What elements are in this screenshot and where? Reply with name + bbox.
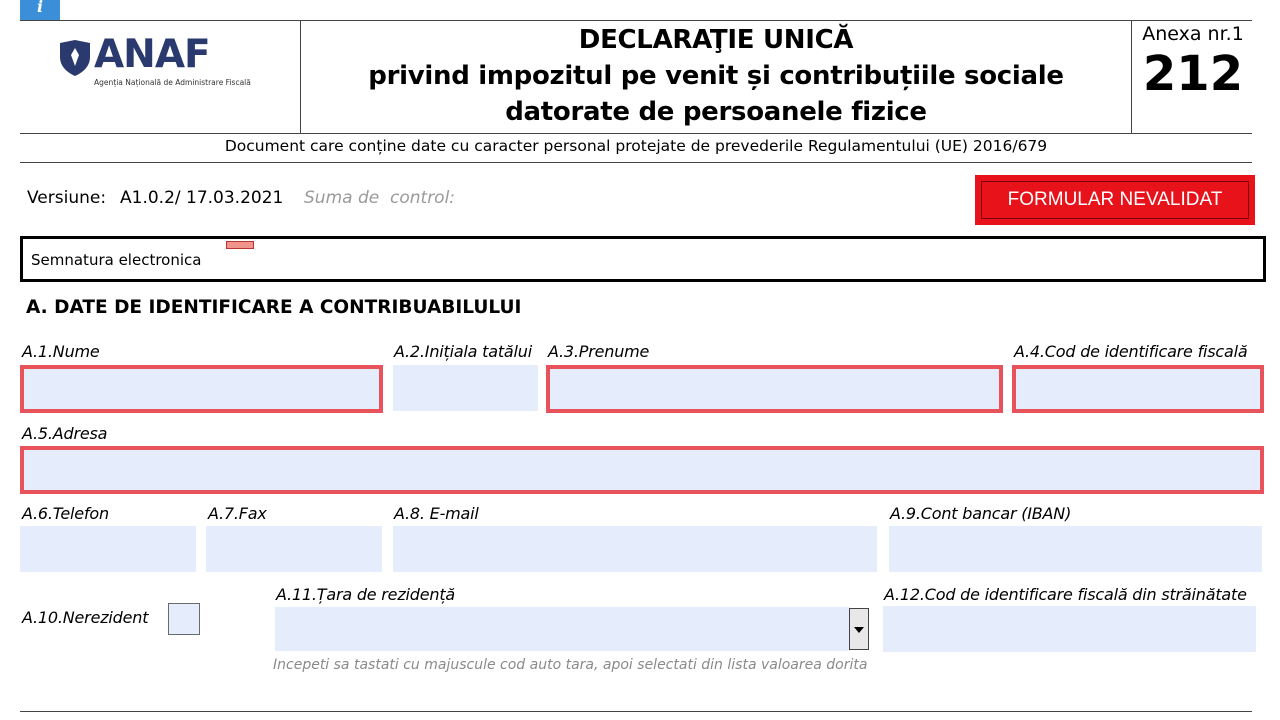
logo-subtitle: Agenția Națională de Administrare Fiscală (94, 78, 251, 87)
subtitle-bottom-border (20, 162, 1252, 163)
section-a-title: A. DATE DE IDENTIFICARE A CONTRIBUABILULUI (26, 297, 522, 318)
title-line-1: DECLARAŢIE UNICĂ (578, 25, 854, 55)
version-value: A1.0.2/ 17.03.2021 (120, 188, 284, 208)
label-nume: A.1.Nume (22, 342, 100, 361)
form-number: 212 (1142, 46, 1244, 102)
fax-input[interactable] (206, 526, 382, 572)
tara-combobox[interactable] (275, 607, 850, 651)
title-line-2: privind impozitul pe venit și contribuțiile sociale (368, 61, 1064, 91)
version-label: Versiune: (27, 188, 107, 208)
gdpr-notice: Document care conține date cu caracter personal protejate de prevederile Regulamentului (UE) 2016/679 (224, 137, 1048, 155)
prenume-input[interactable] (546, 365, 1003, 413)
label-nerezident: A.10.Nerezident (22, 608, 149, 627)
label-fax: A.7.Fax (208, 504, 267, 523)
cif-input[interactable] (1012, 365, 1264, 413)
anaf-logo (58, 32, 258, 90)
label-email: A.8. E-mail (394, 504, 479, 523)
tara-dropdown-button[interactable] (849, 608, 869, 650)
adresa-input[interactable] (20, 446, 1264, 494)
label-iban: A.9.Cont bancar (IBAN) (890, 504, 1072, 523)
telefon-input[interactable] (20, 526, 196, 572)
header-bottom-border (20, 133, 1252, 134)
nume-input[interactable] (20, 365, 383, 413)
label-tara: A.11.Țara de rezidență (276, 585, 455, 604)
initiala-input[interactable] (393, 365, 538, 411)
validation-status-button[interactable] (975, 175, 1255, 225)
section-bottom-border (20, 711, 1252, 712)
signature-flag-icon (226, 241, 254, 249)
info-tab[interactable] (20, 0, 60, 20)
label-telefon: A.6.Telefon (22, 504, 109, 523)
cif-strainatate-input[interactable] (883, 606, 1256, 652)
shield-icon (58, 40, 92, 76)
electronic-signature-field[interactable] (20, 236, 1266, 282)
email-input[interactable] (393, 526, 877, 572)
iban-input[interactable] (889, 526, 1262, 572)
header-divider-right (1131, 20, 1132, 134)
tara-hint: Incepeti sa tastati cu majuscule cod auto tara, apoi selectati din lista valoarea dorita (273, 657, 868, 673)
checksum-label: Suma de control: (304, 188, 456, 208)
label-cif-strainatate: A.12.Cod de identificare fiscală din străinătate (884, 585, 1247, 604)
label-cif: A.4.Cod de identificare fiscală (1014, 342, 1248, 361)
nerezident-checkbox[interactable] (168, 603, 200, 635)
chevron-down-icon (854, 627, 864, 633)
logo-text: ANAF (94, 32, 210, 77)
anexa-label: Anexa nr.1 (1142, 23, 1244, 45)
header-top-border (20, 20, 1252, 21)
signature-label: Semnatura electronica (31, 251, 202, 269)
label-initiala: A.2.Inițiala tatălui (394, 342, 532, 361)
title-line-3: datorate de persoanele fizice (505, 97, 927, 127)
info-icon: i (36, 0, 44, 16)
validation-status-label: FORMULAR NEVALIDAT (981, 181, 1249, 219)
label-adresa: A.5.Adresa (22, 424, 108, 443)
label-prenume: A.3.Prenume (548, 342, 650, 361)
